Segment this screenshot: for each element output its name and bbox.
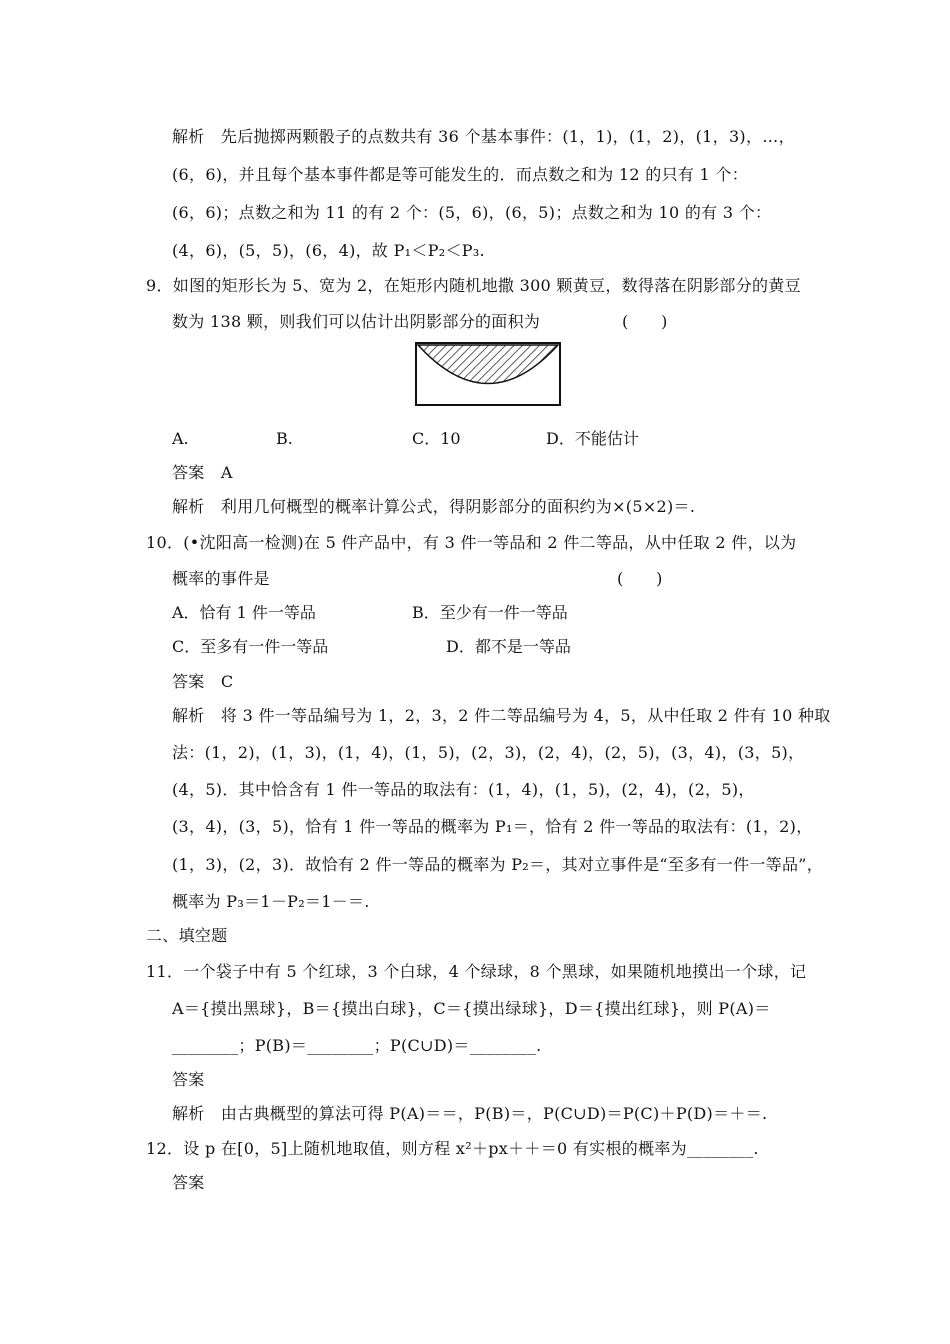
q12-stem: 12．设 p 在[0，5]上随机地取值，则方程 x²＋px＋＋＝0 有实根的概率为________. [146,1139,759,1158]
q10-answer-paren: ( ) [617,569,663,588]
q8-explanation-line-1: 解析 先后抛掷两颗骰子的点数共有 36 个基本事件：(1，1)，(1，2)，(1，3)，…， [172,127,795,146]
q9-answer-paren: ( ) [622,312,668,331]
q10-explanation-line-1: 解析 将 3 件一等品编号为 1，2，3，2 件二等品编号为 4，5，从中任取 2 件有 10 种取 [172,706,831,725]
q9-option-b: B. [276,429,293,448]
shaded-region [418,345,558,384]
shaded-rectangle-figure [415,342,561,406]
q9-answer: 答案 A [172,463,233,482]
q10-option-a: A．恰有 1 件一等品 [172,603,316,622]
q10-explanation-line-4: (3，4)，(3，5)，恰有 1 件一等品的概率为 P₁＝，恰有 2 件一等品的取法有：(1，2)， [172,817,813,836]
q11-stem-line-1: 11．一个袋子中有 5 个红球，3 个白球，4 个绿球，8 个黑球，如果随机地摸出一个球，记 [146,962,807,981]
q8-explanation-line-4: (4，6)，(5，5)，(6，4)，故 P₁＜P₂＜P₃. [172,241,485,260]
q10-option-b: B．至少有一件一等品 [412,603,568,622]
q11-stem-line-3: ________；P(B)＝________；P(C∪D)＝________. [172,1036,542,1055]
q10-stem-line-1: 10．(•沈阳高一检测)在 5 件产品中，有 3 件一等品和 2 件二等品，从中任取 2 件，以为 [146,533,797,552]
q12-answer: 答案 [172,1173,205,1192]
section-heading-fill-in: 二、填空题 [146,926,228,945]
q10-answer: 答案 C [172,672,234,691]
q10-explanation-line-5: (1，3)，(2，3)．故恰有 2 件一等品的概率为 P₂＝，其对立事件是“至多有一件一等品”， [172,855,824,874]
q9-stem-line-1: 9．如图的矩形长为 5、宽为 2，在矩形内随机地撒 300 颗黄豆，数得落在阴影部分的黄豆 [146,276,801,295]
q10-explanation-line-6: 概率为 P₃＝1－P₂＝1－＝. [172,892,370,911]
q9-option-d: D．不能估计 [546,429,639,448]
q10-explanation-line-3: (4，5)．其中恰含有 1 件一等品的取法有：(1，4)，(1，5)，(2，4)，(2，5)， [172,780,755,799]
q11-answer: 答案 [172,1070,205,1089]
q9-option-a: A. [172,429,189,448]
q8-explanation-line-2: (6，6)，并且每个基本事件都是等可能发生的．而点数之和为 12 的只有 1 个： [172,165,749,184]
q9-option-c: C．10 [412,429,461,448]
q11-explanation: 解析 由古典概型的算法可得 P(A)＝＝，P(B)＝，P(C∪D)＝P(C)＋P(D)＝＋＝. [172,1104,768,1123]
q10-option-c: C．至多有一件一等品 [172,637,329,656]
q9-explanation: 解析 利用几何概型的概率计算公式，得阴影部分的面积约为×(5×2)＝. [172,497,696,516]
q8-explanation-line-3: (6，6)；点数之和为 11 的有 2 个：(5，6)，(6，5)；点数之和为 10 的有 3 个： [172,203,772,222]
q10-option-d: D．都不是一等品 [446,637,571,656]
q11-stem-line-2: A＝{摸出黑球}，B＝{摸出白球}，C＝{摸出绿球}，D＝{摸出红球}，则 P(A)＝ [172,999,771,1018]
q9-stem-line-2: 数为 138 颗，则我们可以估计出阴影部分的面积为 [172,312,541,331]
q10-stem-line-2: 概率的事件是 [172,569,270,588]
q10-explanation-line-2: 法：(1，2)，(1，3)，(1，4)，(1，5)，(2，3)，(2，4)，(2，5)，(3，4)，(3，5)， [172,743,805,762]
